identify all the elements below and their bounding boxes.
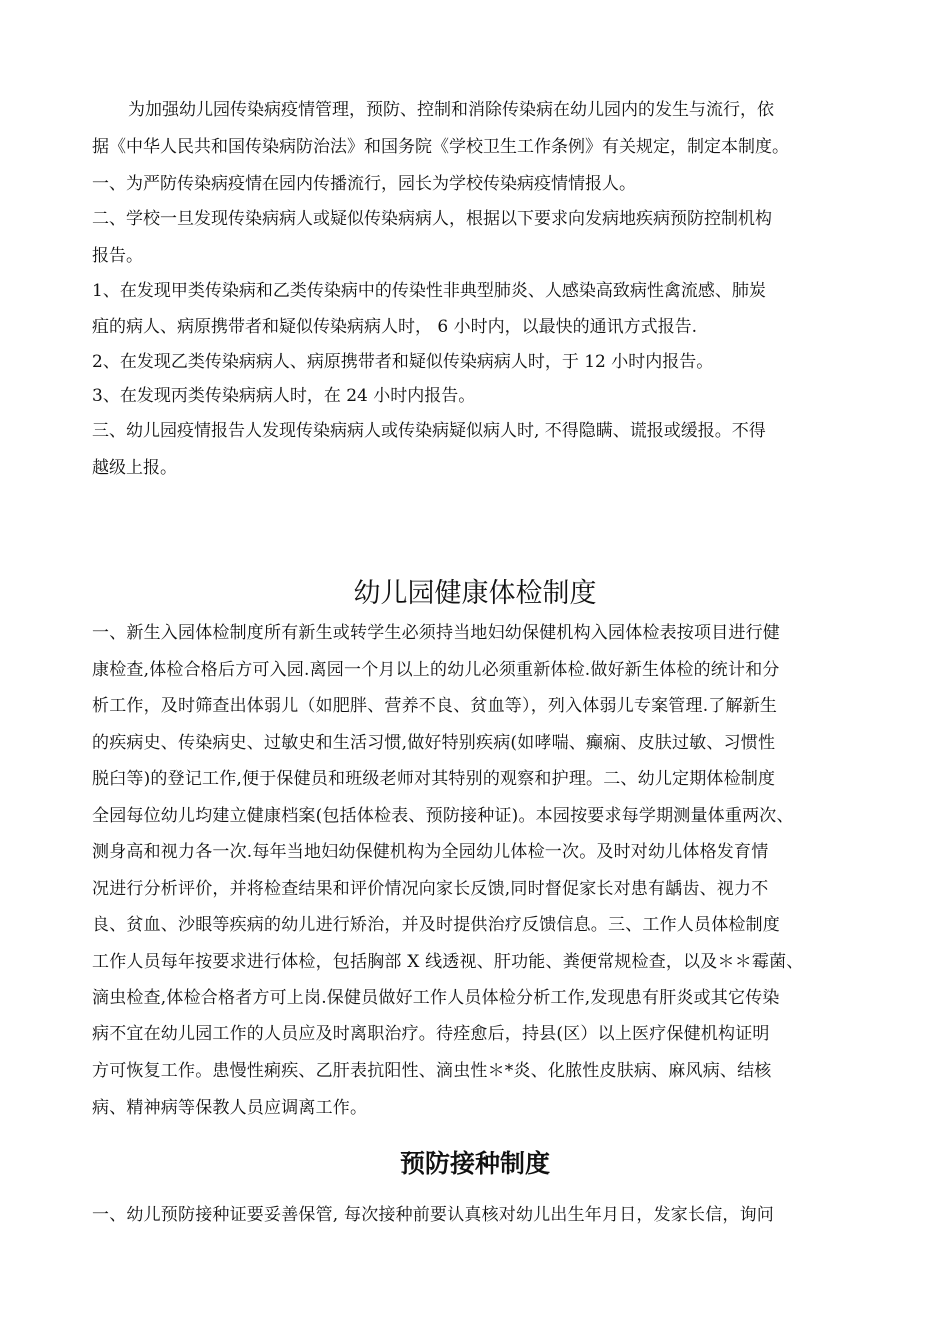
paragraph-line: 据《中华人民共和国传染病防治法》和国务院《学校卫生工作条例》有关规定，制定本制度。 [92,137,789,157]
paragraph-line: 良、贫血、沙眼等疾病的幼儿进行矫治，并及时提供治疗反馈信息。三、工作人员体检制度 [92,915,780,935]
paragraph-line: 2、在发现乙类传染病病人、病原携带者和疑似传染病病人时，于 12 小时内报告。 [92,352,714,372]
paragraph-line: 一、新生入园体检制度所有新生或转学生必须持当地妇幼保健机构入园体检表按项目进行健 [92,623,780,643]
paragraph-line: 脱臼等)的登记工作,便于保健员和班级老师对其特别的观察和护理。二、幼儿定期体检制度 [92,769,776,789]
section-title: 幼儿园健康体检制度 [353,578,597,609]
paragraph-line: 方可恢复工作。患慢性痢疾、乙肝表抗阳性、滴虫性＊*炎、化脓性皮肤病、麻风病、结核 [92,1061,772,1081]
paragraph-line: 病不宜在幼儿园工作的人员应及时离职治疗。待痊愈后，持县(区）以上医疗保健机构证明 [92,1024,770,1044]
paragraph-line: 测身高和视力各一次.每年当地妇幼保健机构为全园幼儿体检一次。及时对幼儿体格发育情 [92,842,769,862]
paragraph-line: 疽的病人、病原携带者和疑似传染病病人时， 6 小时内，以最快的通讯方式报告. [92,317,698,337]
paragraph-line: 全园每位幼儿均建立健康档案(包括体检表、预防接种证)。本园按要求每学期测量体重两次、 [92,806,794,826]
paragraph-line: 1、在发现甲类传染病和乙类传染病中的传染性非典型肺炎、人感染高致病性禽流感、肺炭 [92,281,766,301]
paragraph-line: 报告。 [92,246,143,266]
paragraph-line: 滴虫检查,体检合格者方可上岗.保健员做好工作人员体检分析工作,发现患有肝炎或其它传染 [92,988,780,1008]
paragraph-line: 二、学校一旦发现传染病病人或疑似传染病病人，根据以下要求向发病地疾病预防控制机构 [92,209,772,229]
paragraph-line: 的疾病史、传染病史、过敏史和生活习惯,做好特别疾病(如哮喘、癫痫、皮肤过敏、习惯性 [92,733,776,753]
section-title: 预防接种制度 [399,1149,550,1178]
paragraph-line: 为加强幼儿园传染病疫情管理，预防、控制和消除传染病在幼儿园内的发生与流行，依 [128,100,774,120]
paragraph-line: 一、幼儿预防接种证要妥善保管, 每次接种前要认真核对幼儿出生年月日，发家长信，询问 [92,1205,775,1225]
paragraph-line: 工作人员每年按要求进行体检，包括胸部 X 线透视、肝功能、粪便常规检查，以及＊＊霉菌、 [92,952,804,972]
paragraph-line: 越级上报。 [92,458,177,478]
paragraph-line: 一、为严防传染病疫情在园内传播流行，园长为学校传染病疫情情报人。 [92,174,636,194]
paragraph-line: 病、精神病等保教人员应调离工作。 [92,1098,368,1118]
paragraph-line: 康检查,体检合格后方可入园.离园一个月以上的幼儿必须重新体检.做好新生体检的统计和分 [92,660,780,680]
paragraph-line: 三、幼儿园疫情报告人发现传染病病人或传染病疑似病人时, 不得隐瞒、谎报或缓报。不得 [92,421,766,441]
paragraph-line: 析工作，及时筛查出体弱儿（如肥胖、营养不良、贫血等），列入体弱儿专案管理.了解新生 [92,696,778,716]
paragraph-line: 况进行分析评价，并将检查结果和评价情况向家长反馈,同时督促家长对患有龋齿、视力不 [92,879,769,899]
paragraph-line: 3、在发现丙类传染病病人时，在 24 小时内报告。 [92,386,476,406]
